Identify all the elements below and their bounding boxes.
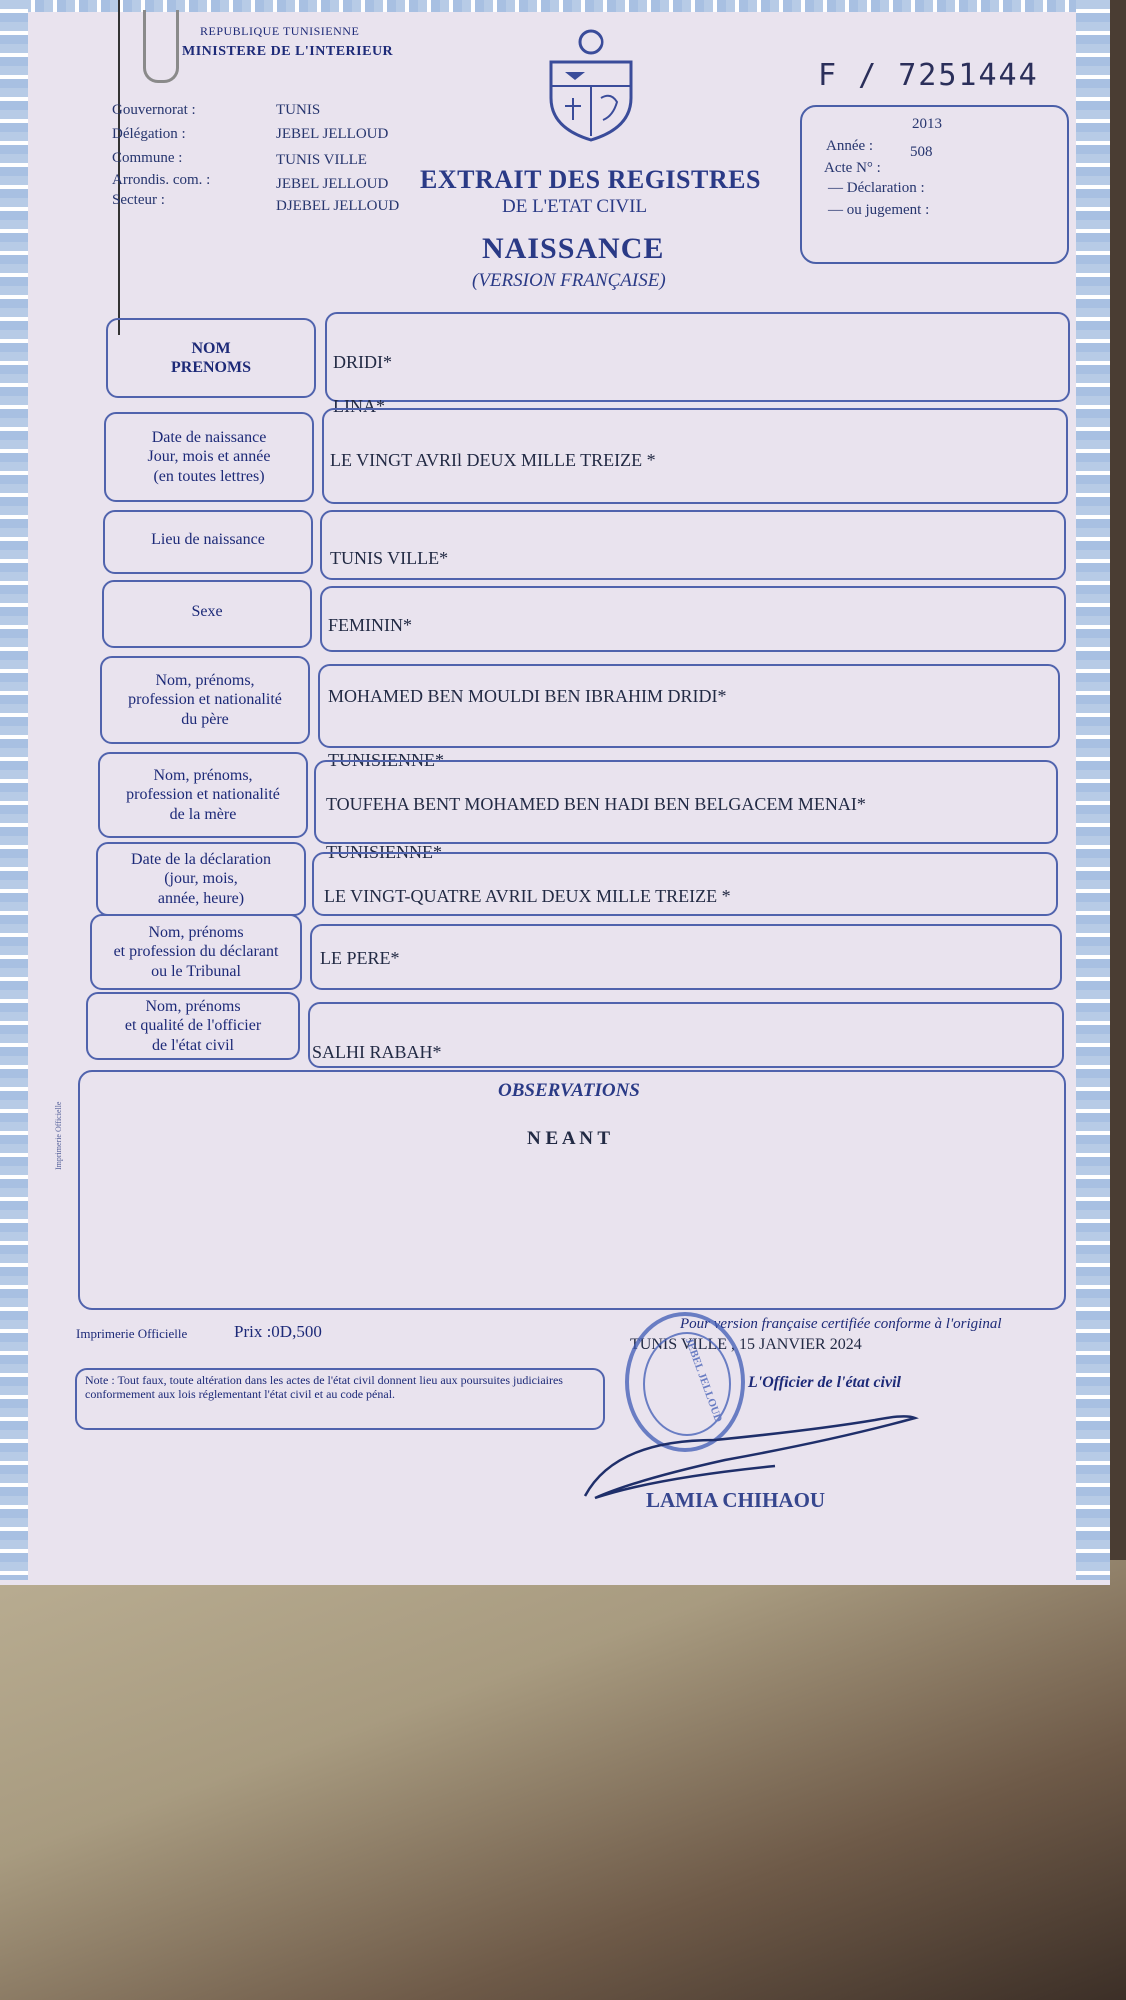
delegation-value: JEBEL JELLOUD	[276, 126, 389, 142]
clip-shadow-line	[118, 0, 120, 335]
sexe-value: FEMININ*	[328, 615, 412, 635]
pere-value: MOHAMED BEN MOULDI BEN IBRAHIM DRIDI*	[328, 686, 727, 706]
row-label-declaration: Date de la déclaration (jour, mois, année, heure)	[96, 842, 306, 916]
row-label-lieu-naissance: Lieu de naissance	[103, 510, 313, 574]
row-label-pere: Nom, prénoms, profession et nationalité du père	[100, 656, 310, 744]
republic-label: REPUBLIQUE TUNISIENNE	[200, 24, 360, 38]
document-subtitle: DE L'ETAT CIVIL	[502, 196, 648, 217]
observations-title: OBSERVATIONS	[498, 1080, 640, 1101]
ministry-label: MINISTERE DE L'INTERIEUR	[182, 44, 394, 59]
officer-name: LAMIA CHIHAOU	[646, 1488, 826, 1512]
row-label-date-naissance: Date de naissance Jour, mois et année (en toutes lettres)	[104, 412, 314, 502]
officer-title: L'Officier de l'état civil	[748, 1374, 901, 1391]
document-version: (VERSION FRANÇAISE)	[472, 270, 666, 291]
row-label-mere: Nom, prénoms, profession et nationalité de la mère	[98, 752, 308, 838]
mere-value: TOUFEHA BENT MOHAMED BEN HADI BEN BELGACEM MENAI*	[326, 794, 866, 814]
declaration-value: LE VINGT-QUATRE AVRIL DEUX MILLE TREIZE *	[324, 886, 731, 906]
commune-label: Commune :	[112, 150, 183, 166]
paper-clip	[143, 10, 179, 83]
coat-of-arms-icon	[545, 28, 637, 143]
mere-nationalite-value: TUNISIENNE*	[326, 842, 442, 862]
acte-label: Acte N° :	[824, 160, 881, 176]
jugement-label: — ou jugement :	[828, 202, 930, 218]
place-date: TUNIS VILLE , 15 JANVIER 2024	[630, 1336, 862, 1353]
row-value-box-nom	[325, 312, 1070, 402]
pere-nationalite-value: TUNISIENNE*	[328, 750, 444, 770]
gouvernorat-value: TUNIS	[276, 102, 321, 118]
secteur-label: Secteur :	[112, 192, 165, 208]
secteur-value: DJEBEL JELLOUD	[276, 198, 400, 214]
officier-value: SALHI RABAH*	[312, 1042, 442, 1062]
decorative-border-left	[0, 0, 28, 1580]
row-value-box-lieu	[320, 510, 1066, 580]
certified-text: Pour version française certifiée conforme à l'original	[680, 1316, 1002, 1332]
row-label-officier: Nom, prénoms et qualité de l'officier de l'état civil	[86, 992, 300, 1060]
row-label-sexe: Sexe	[102, 580, 312, 648]
observations-box	[78, 1070, 1066, 1310]
row-label-declarant: Nom, prénoms et profession du déclarant ou le Tribunal	[90, 914, 302, 990]
row-value-box-declarant	[310, 924, 1062, 990]
document-title: EXTRAIT DES REGISTRES	[420, 165, 761, 194]
prenom-value: LINA*	[333, 396, 385, 416]
annee-value: 2013	[912, 116, 942, 132]
declaration-label: — Déclaration :	[828, 180, 925, 196]
delegation-label: Délégation :	[112, 126, 186, 142]
stamp-text: JEBEL JELLOUD	[682, 1336, 725, 1424]
printer-label: Imprimerie Officielle	[76, 1326, 188, 1341]
arrondissement-label: Arrondis. com. :	[112, 172, 211, 188]
serial-number: F / 7251444	[818, 58, 1039, 93]
decorative-border-right	[1076, 0, 1110, 1580]
row-label-nom-prenoms: NOM PRENOMS	[106, 318, 316, 398]
nom-value: DRIDI*	[333, 352, 392, 372]
gouvernorat-label: Gouvernorat :	[112, 102, 196, 118]
background-surface	[0, 1560, 1126, 2000]
document-type: NAISSANCE	[482, 232, 665, 265]
observations-content: N E A N T	[527, 1128, 611, 1149]
arrondissement-value: JEBEL JELLOUD	[276, 176, 389, 192]
date-naissance-value: LE VINGT AVRIl DEUX MILLE TREIZE *	[330, 450, 656, 470]
price-label: Prix :0D,500	[234, 1322, 322, 1341]
declarant-value: LE PERE*	[320, 948, 400, 968]
acte-value: 508	[910, 144, 933, 160]
commune-value: TUNIS VILLE	[276, 152, 367, 168]
side-printer-mark: Imprimerie Officielle	[54, 1101, 63, 1170]
row-value-box-sexe	[320, 586, 1066, 652]
lieu-naissance-value: TUNIS VILLE*	[330, 548, 449, 568]
legal-note: Note : Tout faux, toute altération dans les actes de l'état civil donnent lieu aux poursuites judiciaires conformement aux lois réglementant l'état civil et au code pénal.	[75, 1368, 605, 1430]
annee-label: Année :	[826, 138, 874, 154]
